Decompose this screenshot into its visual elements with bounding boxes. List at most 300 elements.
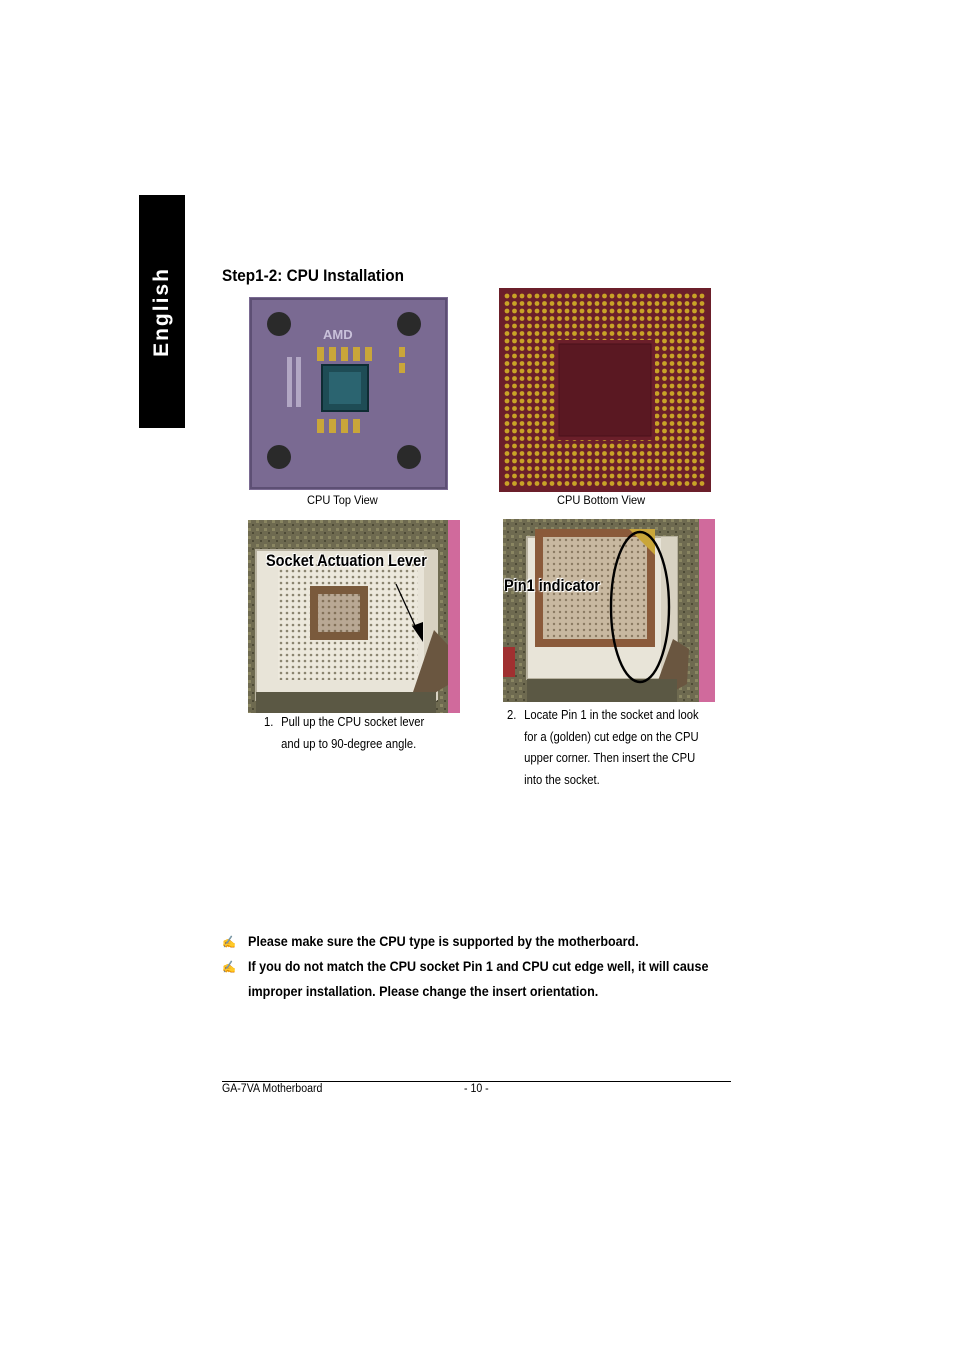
cpu-pin [527, 391, 532, 396]
cpu-pin [692, 421, 697, 426]
cpu-pin [572, 481, 577, 486]
footer-page-number: - 10 - [464, 1083, 489, 1095]
cpu-pin [677, 414, 682, 419]
cpu-pin [670, 331, 675, 336]
cpu-pin [505, 361, 510, 366]
cpu-pin [542, 429, 547, 434]
cpu-pin [640, 459, 645, 464]
cpu-pin [550, 309, 555, 314]
cpu-pin [655, 391, 660, 396]
cpu-pin [520, 346, 525, 351]
cpu-pin [602, 294, 607, 299]
cpu-pin [685, 324, 690, 329]
step-1-number: 1. [264, 715, 274, 729]
cpu-pin [557, 474, 562, 479]
cpu-pin [632, 481, 637, 486]
cpu-pin [602, 451, 607, 456]
cpu-pin [550, 331, 555, 336]
socket-lever-label: Socket Actuation Lever [266, 552, 427, 570]
cpu-pin [542, 309, 547, 314]
cpu-pin [670, 474, 675, 479]
cpu-pin [527, 346, 532, 351]
cpu-pin [700, 384, 705, 389]
cpu-pin [520, 459, 525, 464]
cpu-pin [542, 451, 547, 456]
language-tab [139, 195, 185, 428]
cpu-pin [587, 459, 592, 464]
cpu-pin [527, 361, 532, 366]
cpu-pin [542, 391, 547, 396]
cpu-pin [692, 429, 697, 434]
cpu-pin [505, 384, 510, 389]
cpu-pin [700, 474, 705, 479]
cpu-pin [572, 459, 577, 464]
cpu-pin [572, 294, 577, 299]
cpu-pin [662, 324, 667, 329]
cpu-pin [677, 466, 682, 471]
cpu-pin [535, 316, 540, 321]
cpu-pin [632, 301, 637, 306]
cpu-pin [677, 481, 682, 486]
cpu-pin [520, 361, 525, 366]
cpu-pin [640, 331, 645, 336]
cpu-pin [700, 421, 705, 426]
cpu-pin [670, 309, 675, 314]
cpu-pin [565, 474, 570, 479]
step-2 [507, 705, 705, 795]
cpu-pin [520, 444, 525, 449]
cpu-pin [520, 429, 525, 434]
cpu-pin [700, 429, 705, 434]
cpu-pin [670, 301, 675, 306]
cpu-pin [632, 324, 637, 329]
cpu-pin [535, 331, 540, 336]
cpu-pin [550, 384, 555, 389]
cpu-pin [505, 391, 510, 396]
cpu-pin [505, 376, 510, 381]
cpu-pin [685, 436, 690, 441]
cpu-pin [580, 466, 585, 471]
cpu-pin [670, 444, 675, 449]
cpu-pin [655, 361, 660, 366]
cpu-pin [565, 451, 570, 456]
cpu-pin [632, 331, 637, 336]
cpu-pin [520, 466, 525, 471]
cpu-pin [655, 466, 660, 471]
cpu-pin [640, 466, 645, 471]
cpu-pin [542, 316, 547, 321]
cpu-pin [557, 324, 562, 329]
footer-model: GA-7VA Motherboard [222, 1083, 323, 1095]
cpu-pin [520, 406, 525, 411]
cpu-pin [677, 444, 682, 449]
cpu-pin [700, 391, 705, 396]
cpu-pin [542, 444, 547, 449]
cpu-pin [557, 316, 562, 321]
cpu-pin [565, 316, 570, 321]
cpu-pin [692, 406, 697, 411]
cpu-pin [685, 421, 690, 426]
cpu-pin [662, 354, 667, 359]
cpu-pin [512, 429, 517, 434]
cpu-pin [550, 481, 555, 486]
cpu-pin [610, 294, 615, 299]
cpu-pin [662, 339, 667, 344]
cpu-pin [662, 429, 667, 434]
cpu-pin [677, 301, 682, 306]
cpu-pin [640, 474, 645, 479]
cpu-pin [655, 436, 660, 441]
cpu-pin [505, 406, 510, 411]
cpu-pin [692, 459, 697, 464]
cpu-pin [685, 369, 690, 374]
cpu-pin [700, 399, 705, 404]
cpu-pin [512, 316, 517, 321]
cpu-pin [602, 466, 607, 471]
cpu-pin [580, 451, 585, 456]
cpu-pin [505, 316, 510, 321]
cpu-pin [550, 339, 555, 344]
cpu-pin [542, 399, 547, 404]
cpu-pin [520, 391, 525, 396]
cpu-pin [662, 399, 667, 404]
cpu-pin [655, 316, 660, 321]
cpu-top-photo [249, 297, 448, 490]
cpu-pin [520, 301, 525, 306]
cpu-pin [535, 429, 540, 434]
cpu-pin [535, 406, 540, 411]
cpu-pin [617, 451, 622, 456]
cpu-pin [617, 474, 622, 479]
cpu-pin [550, 451, 555, 456]
cpu-pin [647, 331, 652, 336]
cpu-pin [550, 361, 555, 366]
cpu-pin [527, 414, 532, 419]
cpu-pin [685, 376, 690, 381]
cpu-pin [700, 414, 705, 419]
cpu-pin [542, 466, 547, 471]
note-2 [222, 955, 236, 980]
cpu-pin [595, 481, 600, 486]
cpu-pin [617, 316, 622, 321]
cpu-pin [647, 444, 652, 449]
cpu-pin [535, 481, 540, 486]
cpu-pin [625, 481, 630, 486]
cpu-pin [512, 384, 517, 389]
cpu-pin [557, 309, 562, 314]
cpu-pin [587, 474, 592, 479]
cpu-pin [520, 331, 525, 336]
cpu-top-caption: CPU Top View [307, 493, 378, 507]
cpu-pin [505, 451, 510, 456]
cpu-pin [677, 384, 682, 389]
cpu-pin [625, 466, 630, 471]
cpu-pin [662, 346, 667, 351]
cpu-pin [527, 444, 532, 449]
cpu-pin [700, 361, 705, 366]
cpu-pin [647, 451, 652, 456]
cpu-pin [527, 466, 532, 471]
cpu-pin [700, 369, 705, 374]
cpu-pin [505, 294, 510, 299]
cpu-pin [512, 474, 517, 479]
step-2-line-1: Locate Pin 1 in the socket and look [524, 708, 699, 722]
cpu-pin [520, 451, 525, 456]
cpu-pin [685, 384, 690, 389]
cpu-pin [677, 316, 682, 321]
cpu-pin [685, 354, 690, 359]
cpu-pin [527, 421, 532, 426]
cpu-pin [602, 481, 607, 486]
cpu-pin [692, 346, 697, 351]
note-1 [222, 930, 236, 955]
cpu-pin [647, 459, 652, 464]
cpu-pin [512, 369, 517, 374]
step-1-line-1: Pull up the CPU socket lever [281, 715, 425, 729]
cpu-pin [610, 324, 615, 329]
cpu-pin [662, 391, 667, 396]
cpu-pin [617, 444, 622, 449]
cpu-pin [572, 444, 577, 449]
pin1-label: Pin1 indicator [504, 577, 601, 595]
cpu-pin [505, 399, 510, 404]
cpu-pin [692, 339, 697, 344]
cpu-pin [512, 324, 517, 329]
cpu-pin [602, 459, 607, 464]
cpu-pin [692, 414, 697, 419]
cpu-pin [550, 406, 555, 411]
cpu-pin [520, 474, 525, 479]
cpu-pin [512, 346, 517, 351]
cpu-pin [692, 316, 697, 321]
cpu-pin [685, 391, 690, 396]
cpu-pin [670, 294, 675, 299]
cpu-pin [505, 354, 510, 359]
cpu-pin [572, 309, 577, 314]
cpu-pin [595, 301, 600, 306]
cpu-pin [527, 399, 532, 404]
cpu-pin [550, 369, 555, 374]
cpu-pin [527, 301, 532, 306]
cpu-pin [662, 414, 667, 419]
cpu-pin [655, 301, 660, 306]
cpu-pin [655, 309, 660, 314]
cpu-pin [670, 316, 675, 321]
cpu-pin [520, 376, 525, 381]
cpu-pin [700, 481, 705, 486]
cpu-pin [610, 309, 615, 314]
cpu-pin [700, 459, 705, 464]
cpu-pin [670, 339, 675, 344]
cpu-pin [512, 399, 517, 404]
cpu-pin [692, 301, 697, 306]
cpu-pin [662, 384, 667, 389]
note-bullet-icon: ✍ [222, 935, 236, 949]
cpu-pin [632, 309, 637, 314]
cpu-pin [542, 421, 547, 426]
cpu-pin [602, 316, 607, 321]
cpu-pin [662, 309, 667, 314]
cpu-pin [512, 421, 517, 426]
cpu-pin [542, 406, 547, 411]
cpu-pin [572, 331, 577, 336]
cpu-pin [505, 346, 510, 351]
cpu-pin [550, 414, 555, 419]
step-2-number: 2. [507, 708, 517, 722]
cpu-pin [610, 481, 615, 486]
cpu-pin [632, 316, 637, 321]
cpu-pin [542, 294, 547, 299]
cpu-pin [565, 294, 570, 299]
language-tab-label: English [150, 266, 173, 357]
cpu-pin [677, 399, 682, 404]
cpu-pin [527, 331, 532, 336]
cpu-pin [505, 474, 510, 479]
cpu-pin [550, 316, 555, 321]
cpu-pin [685, 451, 690, 456]
cpu-pin [692, 391, 697, 396]
cpu-pin [542, 301, 547, 306]
cpu-pin [527, 369, 532, 374]
cpu-pin [580, 331, 585, 336]
cpu-pin [512, 406, 517, 411]
cpu-pin [520, 481, 525, 486]
cpu-pin [587, 331, 592, 336]
cpu-pin [527, 436, 532, 441]
cpu-pin [617, 294, 622, 299]
cpu-pin [535, 436, 540, 441]
cpu-pin [670, 451, 675, 456]
cpu-pin [527, 354, 532, 359]
cpu-pin [535, 324, 540, 329]
cpu-brand-logo: AMD [323, 327, 353, 342]
cpu-pin [550, 466, 555, 471]
pin1-circle-marker [605, 527, 675, 687]
cpu-pin [527, 474, 532, 479]
cpu-pin [670, 429, 675, 434]
cpu-pin [557, 331, 562, 336]
cpu-pin [610, 444, 615, 449]
cpu-pin [685, 294, 690, 299]
cpu-pin [535, 301, 540, 306]
cpu-pin [632, 451, 637, 456]
cpu-pin [670, 481, 675, 486]
cpu-pin [662, 316, 667, 321]
cpu-pin [505, 301, 510, 306]
cpu-pin [617, 331, 622, 336]
cpu-pin [550, 474, 555, 479]
cpu-pin [542, 324, 547, 329]
cpu-pin [587, 301, 592, 306]
cpu-pin [677, 294, 682, 299]
cpu-pin [565, 466, 570, 471]
note-1-text: Please make sure the CPU type is supported by the motherboard. [248, 934, 639, 949]
cpu-pin [700, 339, 705, 344]
cpu-pin [535, 294, 540, 299]
cpu-pin [625, 316, 630, 321]
cpu-pin [595, 331, 600, 336]
cpu-pin [527, 384, 532, 389]
cpu-pin [625, 451, 630, 456]
note-2-text [248, 955, 708, 1004]
cpu-pin [655, 294, 660, 299]
cpu-pin [662, 376, 667, 381]
cpu-pin [520, 324, 525, 329]
cpu-pin [542, 346, 547, 351]
cpu-pin [512, 481, 517, 486]
cpu-pin [520, 414, 525, 419]
cpu-pin [625, 331, 630, 336]
cpu-pin [685, 331, 690, 336]
cpu-pin [602, 331, 607, 336]
cpu-pin [617, 459, 622, 464]
cpu-pin [677, 331, 682, 336]
cpu-pin [670, 391, 675, 396]
cpu-pin [572, 474, 577, 479]
cpu-pin [512, 301, 517, 306]
cpu-pin [527, 376, 532, 381]
cpu-pin [602, 301, 607, 306]
cpu-pin [512, 459, 517, 464]
cpu-pin [700, 309, 705, 314]
cpu-pin [527, 339, 532, 344]
cpu-pin [572, 451, 577, 456]
cpu-pin [632, 294, 637, 299]
cpu-pin [685, 444, 690, 449]
cpu-pin [550, 294, 555, 299]
cpu-pin [610, 316, 615, 321]
note-bullet-icon: ✍ [222, 960, 236, 974]
cpu-pin [587, 444, 592, 449]
cpu-pin [527, 316, 532, 321]
cpu-pin [565, 459, 570, 464]
cpu-pin [632, 459, 637, 464]
cpu-pin [685, 459, 690, 464]
cpu-pin [640, 481, 645, 486]
cpu-pin [625, 309, 630, 314]
cpu-pin [535, 421, 540, 426]
cpu-pin [505, 421, 510, 426]
cpu-pin [512, 294, 517, 299]
cpu-pin [625, 324, 630, 329]
cpu-pin [520, 384, 525, 389]
step-1-line-2: and up to 90-degree angle. [281, 736, 417, 751]
cpu-pin [692, 481, 697, 486]
cpu-pin [580, 301, 585, 306]
lever-arrow [390, 580, 430, 645]
cpu-pin [587, 294, 592, 299]
cpu-pin [625, 301, 630, 306]
cpu-pin [662, 406, 667, 411]
cpu-pin [610, 474, 615, 479]
cpu-pin [692, 361, 697, 366]
cpu-pin [617, 481, 622, 486]
cpu-pin [685, 309, 690, 314]
cpu-pin [550, 376, 555, 381]
cpu-pin [670, 399, 675, 404]
cpu-pin [512, 309, 517, 314]
cpu-pin [662, 459, 667, 464]
cpu-pin [677, 459, 682, 464]
cpu-pin [662, 361, 667, 366]
cpu-pin [677, 436, 682, 441]
cpu-pin [655, 414, 660, 419]
cpu-pin [670, 361, 675, 366]
cpu-pin [655, 406, 660, 411]
cpu-pin [505, 369, 510, 374]
cpu-pin [542, 459, 547, 464]
cpu-pin [527, 294, 532, 299]
